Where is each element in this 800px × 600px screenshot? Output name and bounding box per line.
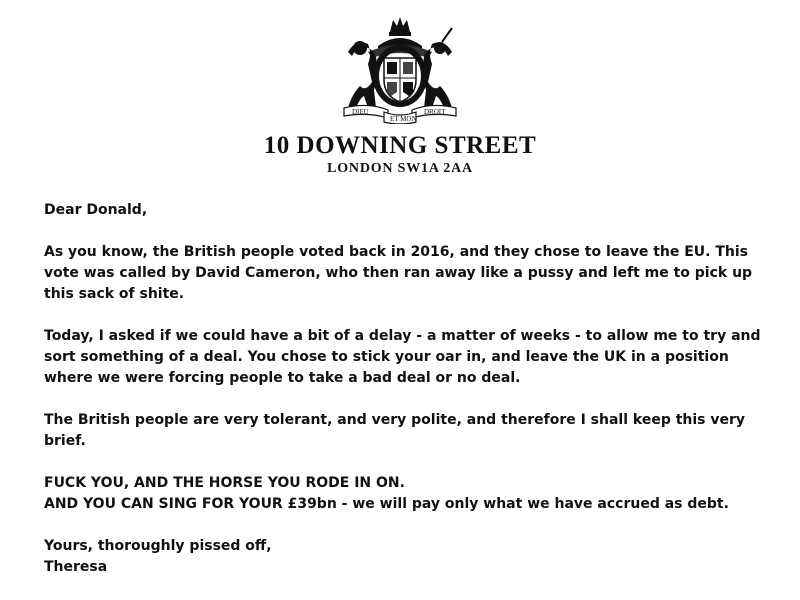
letter-closing xyxy=(44,536,774,578)
letter-signature: Theresa xyxy=(44,559,108,575)
royal-coat-of-arms-icon xyxy=(338,12,462,124)
svg-text:DROIT: DROIT xyxy=(424,108,446,116)
letterhead-address-city: LONDON SW1A 2AA xyxy=(327,161,473,176)
letter-paragraph-4: FUCK YOU, AND THE HORSE YOU RODE IN ON. AND YOU CAN SING FOR YOUR £39bn - we will pay only what we have accrued as debt. xyxy=(44,475,729,512)
letterhead-address-street: 10 DOWNING STREET xyxy=(263,132,537,159)
svg-text:ET MON: ET MON xyxy=(390,115,417,123)
letter-closing-line: Yours, thoroughly pissed off, xyxy=(44,538,272,554)
letter-paragraph-1: As you know, the British people voted back in 2016, and they chose to leave the EU. This vote was called by David Cameron, who then ran away like a pussy and left me to pick up this sack of shite. xyxy=(44,244,753,302)
letter-salutation: Dear Donald, xyxy=(44,202,148,218)
letter-paragraph-2: Today, I asked if we could have a bit of a delay - a matter of weeks - to allow me to try and sort something of a deal. You chose to stick your oar in, and leave the UK in a position where we were forcing people to take a bad deal or no deal. xyxy=(44,328,761,386)
letter-body xyxy=(44,200,774,578)
svg-text:DIEU: DIEU xyxy=(352,108,369,116)
letter-paragraph-3: The British people are very tolerant, and very polite, and therefore I shall keep this very brief. xyxy=(44,412,746,449)
